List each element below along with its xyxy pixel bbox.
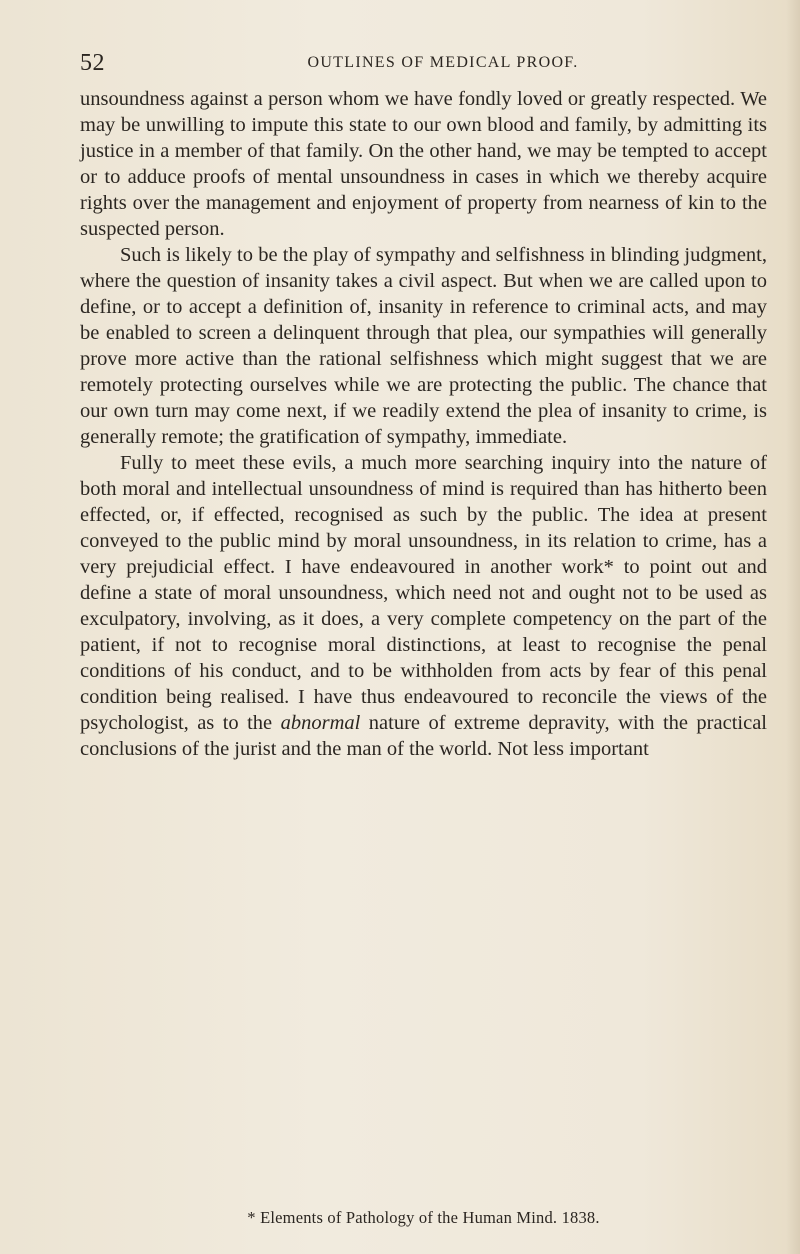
paragraph-1-text: unsoundness against a person whom we have fondly loved or greatly respected. We may be unwilling to impute this state to our own blood and family, by admitting its justice in a member of that family. On the other hand, we may be tempted to accept or to adduce proofs of mental unsoundness in cases in which we thereby acquire rights over the management and enjoyment of property from nearness of kin to the suspected person.: [80, 88, 767, 240]
paragraph-2: [80, 242, 767, 450]
page-edge-shadow: [786, 0, 800, 1254]
paragraph-2-text: Such is likely to be the play of sympathy and selfishness in blinding judgment, where the question of insanity takes a civil aspect. But when we are called upon to define, or to accept a definition of, insanity in reference to criminal acts, and may be enabled to screen a delinquent through that plea, our sympathies will generally prove more active than the rational selfishness which might suggest that we are remotely protecting ourselves while we are protecting the public. The chance that our own turn may come next, if we readily extend the plea of insanity to crime, is generally remote; the gratification of sympathy, immediate.: [80, 244, 767, 448]
body-text: [80, 86, 767, 762]
italic-word-abnormal: abnormal: [280, 712, 361, 734]
page-number: 52: [80, 50, 105, 76]
page-header: [80, 50, 770, 82]
paragraph-1: [80, 86, 767, 242]
running-head: OUTLINES OF MEDICAL PROOF.: [307, 54, 579, 71]
paragraph-3: [80, 450, 767, 762]
paragraph-3-text-a: Fully to meet these evils, a much more searching inquiry into the nature of both moral and intellectual unsoundness of mind is required than has hitherto been effected, or, if effected, recognised as such by the public. The idea at present conveyed to the public mind by moral unsoundness, in its relation to crime, has a very prejudicial effect. I have endeavoured in another work* to point out and define a state of moral unsoundness, which need not and ought not to be used as exculpatory, involving, as it does, a very complete competency on the part of the patient, if not to recognise moral distinctions, at least to recognise the penal conditions of his conduct, and to be withholden from acts by fear of this penal condition being realised. I have thus endeavoured to reconcile the views of the psychologist, as to the: [80, 452, 767, 734]
paragraph-3-text-b: nature of extreme depravity, with the practical conclusions of the jurist and the man of the world. Not less important: [80, 712, 767, 760]
footnote: * Elements of Pathology of the Human Mind. 1838.: [247, 1208, 600, 1227]
